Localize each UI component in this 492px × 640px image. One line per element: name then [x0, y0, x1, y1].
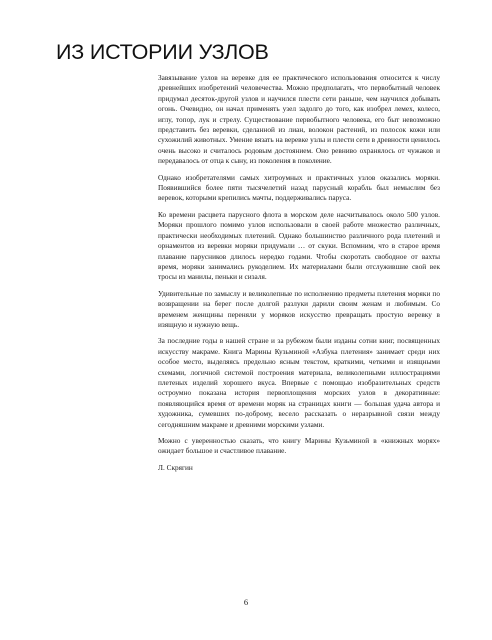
paragraph: Завязывание узлов на веревке для ее практического использования относится к числу древнейших изобретений человечества. Можно предполагать, что первобытный человек придумал десяток-другой узлов и научился плести сети раньше, чем научился добывать огонь. Очевидно, он начал применять узел задолго до того, как изобрел лемех, колесо, иглу, топор, лук и стрелу. Существование первобытного человека, его быт невозможно представить без веревки, сделанной из лиан, волокон растений, из полосок кожи или сухожилий животных. Умение вязать на веревке узлы и плести сети в древности ценилось очень высоко и считалось родовым достоянием. Оно ревниво охранялось от чужаков и передавалось от отца к сыну, из поколения в поколение.	[158, 73, 440, 166]
paragraph: Однако изобретателями самых хитроумных и практичных узлов оказались моряки. Появившийся более пяти тысячелетий назад парусный корабль был немыслим без веревок, которыми крепились мачты, поддерживались паруса.	[158, 172, 440, 203]
page-title: ИЗ ИСТОРИИ УЗЛОВ	[56, 40, 269, 64]
author-signature: Л. Скрягин	[158, 462, 193, 472]
article-body	[158, 73, 440, 479]
page-number: 6	[243, 597, 249, 607]
paragraph: Можно с уверенностью сказать, что книгу Марины Кузьминой в «книжных морях» ожидает большое и счастливое плавание.	[158, 436, 440, 456]
paragraph: Ко времени расцвета парусного флота в морском деле насчитывалось около 500 узлов. Моряки прошлого помимо узлов использовали в своей работе множество различных, практически необходимых плетений. Однако большинство различного рода плетений и орнаментов из веревки моряки придумали … от скуки. Вспомним, что в старое время плавание парусников длилось нередко годами. Чтобы скоротать свободное от вахты время, моряки занимались рукоделием. Их материалами были отслужившие свой век тросы из манилы, пеньки и сизаля.	[158, 209, 440, 282]
paragraph: За последние годы в нашей стране и за рубежом были изданы сотни книг, посвященных искусству макраме. Книга Марины Кузьминой «Азбука плетения» занимает среди них особое место, выделяясь предельно ясным текстом, краткими, четкими и изящными схемами, логичной системой построения материала, великолепными иллюстрациями плетеных изделий хорошего вкуса. Впервые с помощью изобразительных средств остроумно показана история первоплощения морских узлов в декоративные: появляющийся время от времени моряк на страницах книги — большая удача автора и художника, сумевших по-доброму, весело рассказать о неразрывной связи между сегодняшним макраме и древними морскими узлами.	[158, 336, 440, 429]
paragraph: Удивительные по замыслу и великолепные по исполнению предметы плетения моряки по возвращении на берег после долгой разлуки дарили своим женам и любимым. Со временем женщины переняли у моряков искусство превращать простую веревку в изящную и нужную вещь.	[158, 288, 440, 329]
